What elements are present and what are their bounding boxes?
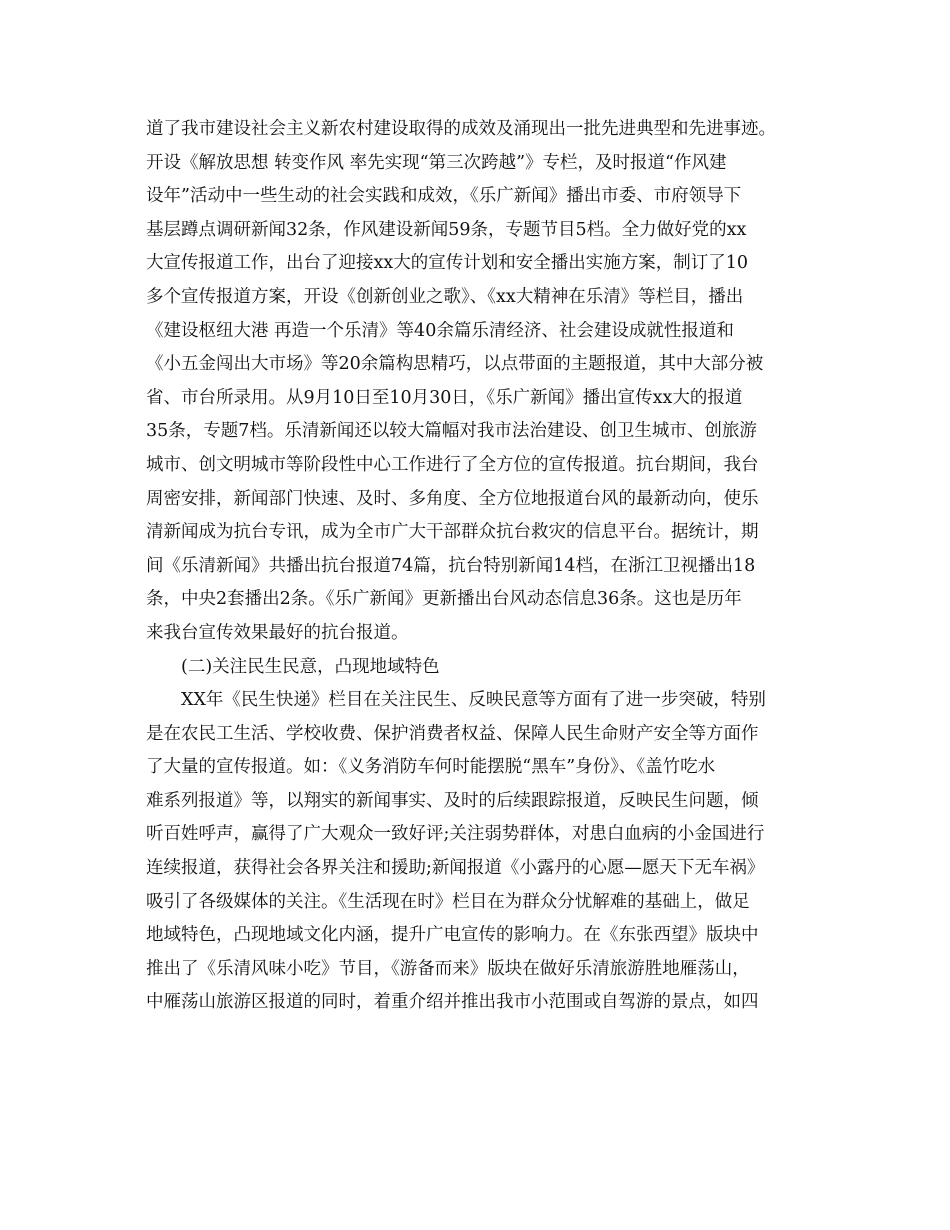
text-line: 推出了《乐清风味小吃》节目，《游备而来》版块在做好乐清旅游胜地雁荡山， [146,958,750,979]
body-text [146,113,816,1020]
text-line: 大宣传报道工作，出台了迎接xx大的宣传计划和安全播出实施方案，制订了10 [146,253,749,274]
text-line: 连续报道，获得社会各界关注和援助;新闻报道《小露丹的心愿—愿天下无车祸》 [146,858,765,879]
text-line: 城市、创文明城市等阶段性中心工作进行了全方位的宣传报道。抗台期间，我台 [146,454,759,475]
text-line: 省、市台所录用。从9月10日至10月30日，《乐广新闻》播出宣传xx大的报道 [146,387,743,408]
text-line: 难系列报道》等，以翔实的新闻事实、及时的后续跟踪报道，反映民生问题，倾 [146,790,759,811]
text-line: 35条，专题7档。乐清新闻还以较大篇幅对我市法治建设、创卫生城市、创旅游 [146,421,757,442]
text-line: 清新闻成为抗台专讯，成为全市广大干部群众抗台救灾的信息平台。据统计，期 [146,522,759,543]
text-line: 基层蹲点调研新闻32条，作风建设新闻59条，专题节目5档。全力做好党的xx [146,219,747,240]
text-line: 开设《解放思想 转变作风 率先实现“第三次跨越”》专栏，及时报道“作风建 [146,152,727,173]
text-line: 听百姓呼声，赢得了广大观众一致好评;关注弱势群体，对患白血病的小金国进行 [146,824,765,845]
text-line: XX年《民生快递》栏目在关注民生、反映民意等方面有了进一步突破，特别 [181,690,766,711]
section-heading: (二)关注民生民意，凸现地域特色 [181,656,440,677]
text-line: 地域特色，凸现地域文化内涵，提升广电宣传的影响力。在《东张西望》版块中 [146,925,759,946]
text-line: 周密安排，新闻部门快速、及时、多角度、全方位地报道台风的最新动向，使乐 [146,488,759,509]
text-line: 《建设枢纽大港 再造一个乐清》等40余篇乐清经济、社会建设成就性报道和 [146,320,734,341]
text-line: 间《乐清新闻》共播出抗台报道74篇，抗台特别新闻14档，在浙江卫视播出18 [146,555,756,576]
text-line: 道了我市建设社会主义新农村建设取得的成效及涌现出一批先进典型和先进事迹。 [146,119,776,139]
text-line: 设年”活动中一些生动的社会实践和成效，《乐广新闻》播出市委、市府领导下 [146,186,742,207]
text-line: 中雁荡山旅游区报道的同时，着重介绍并推出我市小范围或自驾游的景点，如四 [146,992,759,1013]
text-line: 条，中央2套播出2条。《乐广新闻》更新播出台风动态信息36条。这也是历年 [146,589,742,610]
text-line: 来我台宣传效果最好的抗台报道。 [146,622,409,643]
text-line: 了大量的宣传报道。如：《义务消防车何时能摆脱“黑车”身份》、《盖竹吃水 [146,757,716,778]
text-line: 《小五金闯出大市场》等20余篇构思精巧，以点带面的主题报道，其中大部分被 [146,354,764,375]
text-line: 多个宣传报道方案，开设《创新创业之歌》、《xx大精神在乐清》等栏目，播出 [146,286,744,307]
text-line: 是在农民工生活、学校收费、保护消费者权益、保障人民生命财产安全等方面作 [146,723,759,744]
text-line: 吸引了各级媒体的关注。《生活现在时》栏目在为群众分忧解难的基础上，做足 [146,891,750,912]
